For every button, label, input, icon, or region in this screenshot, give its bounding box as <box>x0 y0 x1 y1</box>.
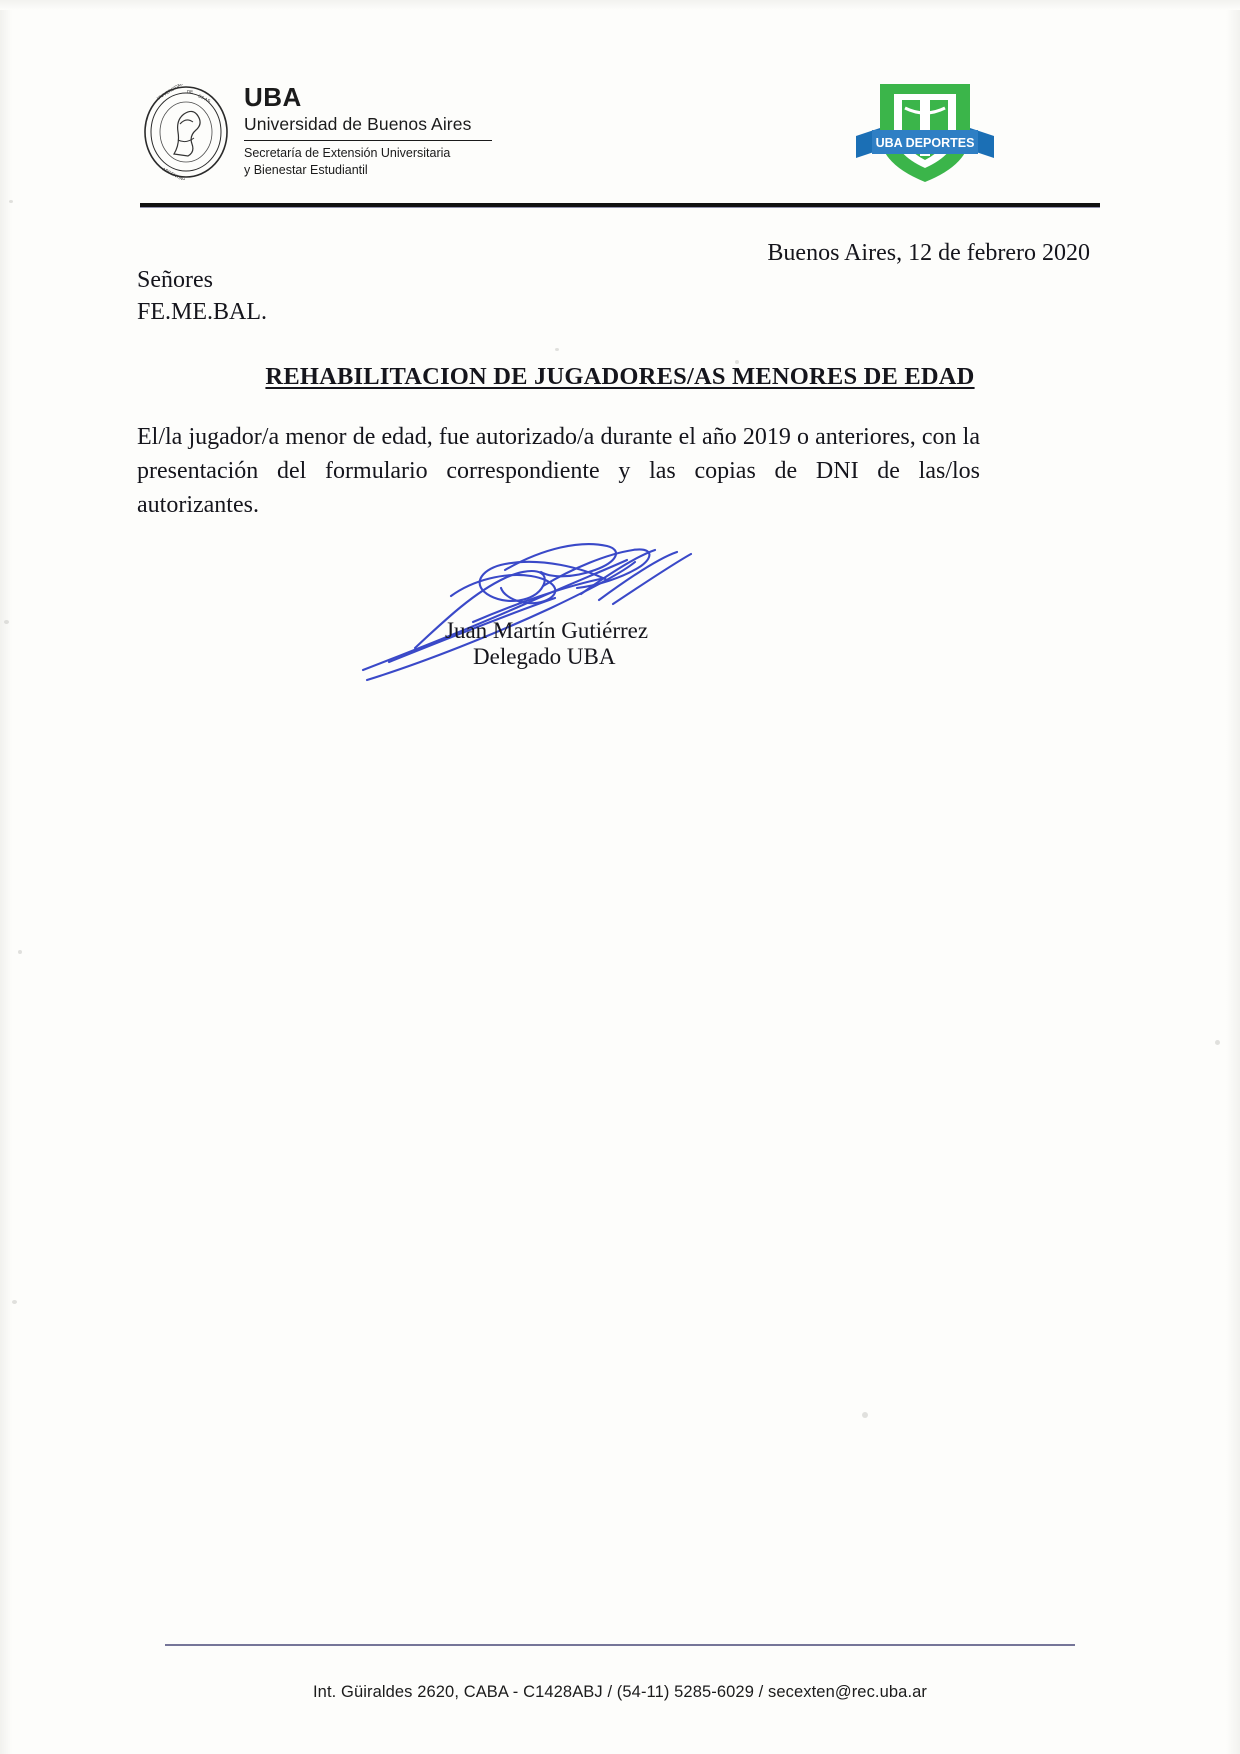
svg-text:BS AS: BS AS <box>197 93 212 104</box>
letterhead-text <box>244 84 492 178</box>
svg-text:UNIVERSIDAD: UNIVERSIDAD <box>155 84 184 101</box>
scan-speck <box>18 950 22 954</box>
badge-label: UBA DEPORTES <box>875 136 975 150</box>
header-rule <box>140 203 1100 207</box>
signer-role: Delegado UBA <box>473 644 616 669</box>
svg-text:DE: DE <box>186 89 194 95</box>
page-edge-left <box>0 0 12 1754</box>
addressee-line1: Señores <box>137 267 213 293</box>
svg-text:ARGENTINA: ARGENTINA <box>161 166 187 180</box>
footer-contact: Int. Güiraldes 2620, CABA - C1428ABJ / (54-11) 5285-6029 / secexten@rec.uba.ar <box>313 1683 927 1701</box>
page-edge-right <box>1226 0 1240 1754</box>
org-short-name: UBA <box>244 82 302 112</box>
addressee <box>137 265 267 329</box>
addressee-line2: FE.ME.BAL. <box>137 298 268 325</box>
scan-speck <box>9 200 13 203</box>
date-line: Buenos Aires, 12 de febrero 2020 <box>767 240 1090 266</box>
scan-speck <box>555 348 559 351</box>
scan-speck <box>4 620 9 624</box>
uba-seal-icon <box>140 84 232 180</box>
letterhead <box>140 78 1100 198</box>
letterhead-divider <box>244 140 492 141</box>
document-title: REHABILITACION DE JUGADORES/AS MENORES DE EDAD <box>265 363 975 390</box>
scan-speck <box>862 1412 868 1418</box>
org-department-line2: y Bienestar Estudiantil <box>244 162 368 177</box>
signature-block <box>355 530 775 690</box>
org-department-line1: Secretaría de Extensión Universitaria <box>244 146 451 161</box>
org-full-name: Universidad de Buenos Aires <box>244 114 472 135</box>
page-edge-top <box>0 0 1240 10</box>
scan-speck <box>1215 1040 1220 1045</box>
signer-name: Juan Martín Gutiérrez <box>445 618 649 643</box>
scan-speck <box>12 1300 17 1304</box>
body-paragraph: El/la jugador/a menor de edad, fue autorizado/a durante el año 2019 o anteriores, con la presentación del formulario correspondiente y las copias de DNI de las/los autorizantes. <box>137 424 980 519</box>
footer-rule <box>165 1644 1075 1646</box>
uba-deportes-badge-icon <box>850 78 1000 188</box>
